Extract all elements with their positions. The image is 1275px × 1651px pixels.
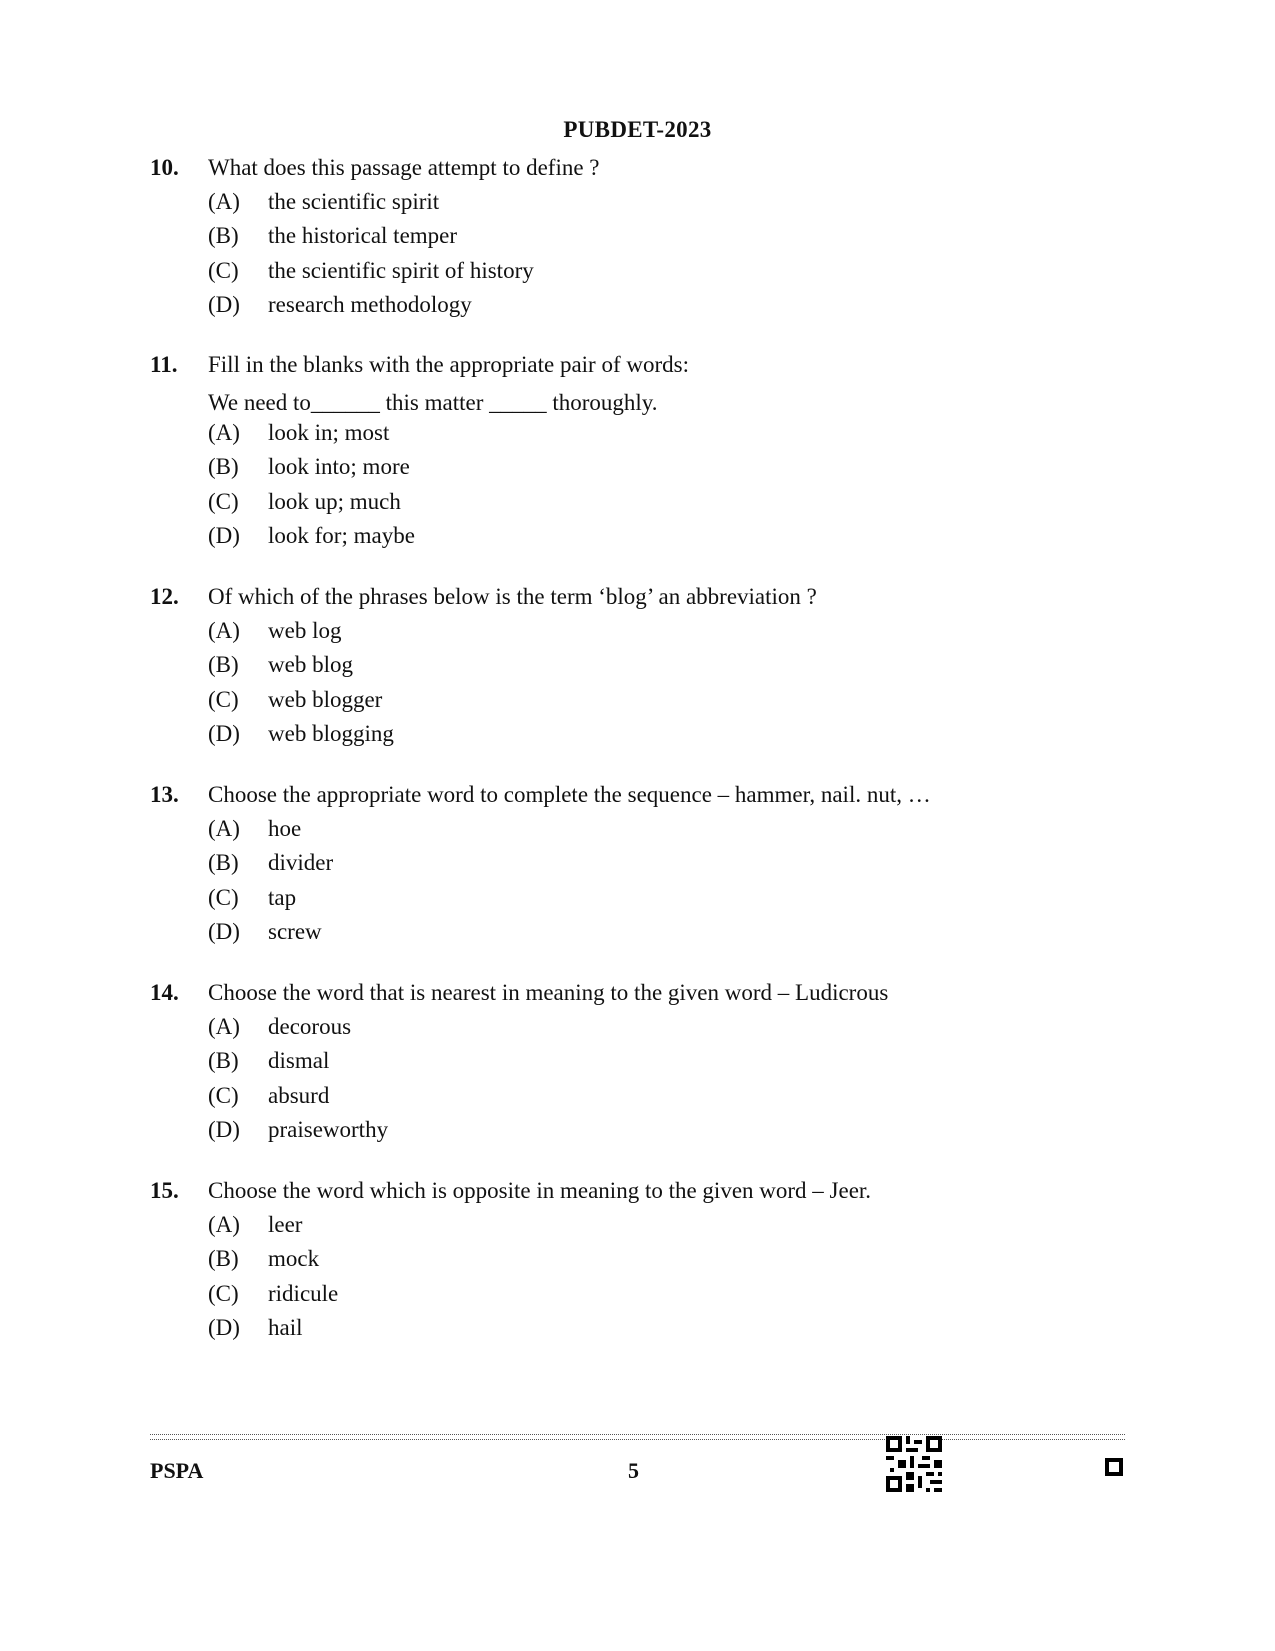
option-a	[208, 420, 1150, 454]
option-a	[208, 618, 1150, 652]
question-stem	[150, 584, 1150, 618]
option-label: (A)	[208, 1212, 240, 1237]
question-number: 14.	[150, 980, 179, 1005]
option-text: the historical temper	[268, 223, 458, 249]
option-text: look up; much	[268, 488, 401, 514]
option-text: web blogging	[268, 720, 394, 746]
option-text: ridicule	[268, 1280, 339, 1306]
option-c	[208, 885, 1150, 919]
square-marker-icon	[1105, 1458, 1123, 1476]
question-text: Choose the appropriate word to complete the sequence – hammer, nail. nut, …	[208, 782, 931, 807]
option-list	[150, 816, 1150, 953]
question-number: 13.	[150, 782, 179, 807]
option-b	[208, 223, 1150, 257]
option-label: (C)	[208, 488, 239, 514]
option-label: (B)	[208, 1246, 239, 1272]
option-label: (D)	[208, 522, 240, 548]
qr-code-icon	[886, 1436, 942, 1492]
question-number: 12.	[150, 584, 179, 609]
option-text: mock	[268, 1246, 320, 1272]
option-text: tap	[268, 884, 297, 910]
question-number: 15.	[150, 1178, 179, 1203]
option-label: (D)	[208, 1116, 240, 1142]
option-label: (A)	[208, 420, 240, 445]
question-15	[150, 1178, 1150, 1349]
option-list	[150, 1014, 1150, 1151]
option-d	[208, 1315, 1150, 1349]
option-text: the scientific spirit	[268, 189, 440, 214]
option-text: web blogger	[268, 686, 383, 712]
page-number: 5	[628, 1458, 639, 1483]
option-b	[208, 1048, 1150, 1082]
option-d	[208, 292, 1150, 326]
question-stem	[150, 782, 1150, 816]
footer-divider	[150, 1434, 1125, 1440]
question-text: Choose the word which is opposite in meaning to the given word – Jeer.	[208, 1178, 872, 1203]
option-label: (C)	[208, 257, 239, 283]
booklet-code: PSPA	[150, 1458, 204, 1483]
option-label: (C)	[208, 1280, 239, 1306]
option-label: (D)	[208, 720, 240, 746]
question-text: What does this passage attempt to define ?	[208, 155, 600, 180]
option-label: (D)	[208, 1314, 240, 1340]
option-label: (A)	[208, 1014, 240, 1039]
option-text: web blog	[268, 652, 353, 678]
option-text: look into; more	[268, 454, 410, 480]
option-text: look in; most	[268, 420, 390, 445]
option-label: (B)	[208, 652, 239, 678]
option-label: (B)	[208, 1048, 239, 1074]
page-title: PUBDET-2023	[563, 117, 712, 142]
option-c	[208, 1083, 1150, 1117]
page-footer	[150, 1458, 1125, 1498]
option-list	[150, 1212, 1150, 1349]
question-text: Fill in the blanks with the appropriate pair of words:	[208, 352, 689, 377]
option-text: research methodology	[268, 291, 472, 317]
question-text: Choose the word that is nearest in meaning to the given word – Ludicrous	[208, 980, 889, 1005]
option-a	[208, 1212, 1150, 1246]
option-c	[208, 687, 1150, 721]
question-10	[150, 155, 1150, 326]
option-d	[208, 919, 1150, 953]
option-a	[208, 816, 1150, 850]
option-text: look for; maybe	[268, 522, 415, 548]
question-stem	[150, 980, 1150, 1014]
option-text: the scientific spirit of history	[268, 257, 534, 283]
question-14	[150, 980, 1150, 1151]
question-12	[150, 584, 1150, 755]
option-text: leer	[268, 1212, 303, 1237]
option-label: (C)	[208, 686, 239, 712]
question-stem	[150, 352, 1150, 386]
option-text: screw	[268, 918, 322, 944]
option-label: (C)	[208, 884, 239, 910]
option-label: (A)	[208, 618, 240, 643]
option-label: (C)	[208, 1082, 239, 1108]
option-label: (A)	[208, 189, 240, 214]
option-label: (D)	[208, 918, 240, 944]
question-subtext: We need to______ this matter _____ thoroughly.	[208, 390, 658, 415]
option-label: (B)	[208, 454, 239, 480]
option-list	[150, 189, 1150, 326]
option-c	[208, 489, 1150, 523]
question-number: 10.	[150, 155, 179, 180]
option-d	[208, 523, 1150, 557]
option-d	[208, 1117, 1150, 1151]
option-text: praiseworthy	[268, 1116, 389, 1142]
option-text: decorous	[268, 1014, 352, 1039]
option-a	[208, 1014, 1150, 1048]
option-list	[150, 420, 1150, 557]
option-text: hoe	[268, 816, 302, 841]
option-b	[208, 652, 1150, 686]
option-label: (B)	[208, 223, 239, 249]
option-text: web log	[268, 618, 342, 643]
question-number: 11.	[150, 352, 178, 377]
option-text: divider	[268, 850, 334, 876]
question-stem	[150, 155, 1150, 189]
option-a	[208, 189, 1150, 223]
option-c	[208, 1281, 1150, 1315]
option-label: (A)	[208, 816, 240, 841]
option-text: dismal	[268, 1048, 330, 1074]
question-11	[150, 352, 1150, 557]
option-label: (B)	[208, 850, 239, 876]
option-b	[208, 850, 1150, 884]
option-text: absurd	[268, 1082, 330, 1108]
question-13	[150, 782, 1150, 953]
question-text: Of which of the phrases below is the term ‘blog’ an abbreviation ?	[208, 584, 817, 609]
option-d	[208, 721, 1150, 755]
option-list	[150, 618, 1150, 755]
option-b	[208, 1246, 1150, 1280]
option-c	[208, 258, 1150, 292]
option-label: (D)	[208, 291, 240, 317]
option-text: hail	[268, 1314, 303, 1340]
option-b	[208, 454, 1150, 488]
question-stem	[150, 1178, 1150, 1212]
